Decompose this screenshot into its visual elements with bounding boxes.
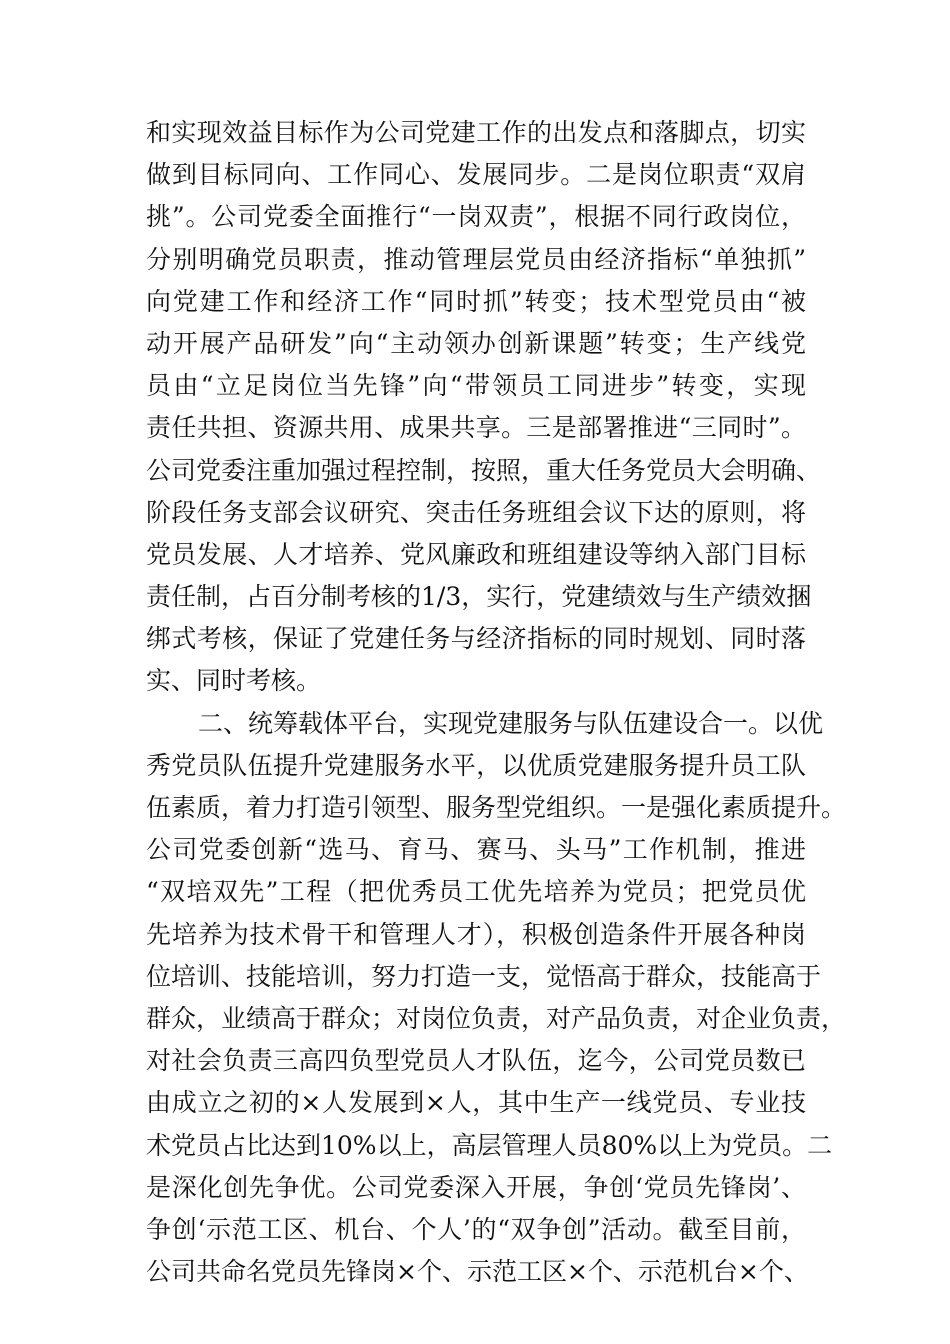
- text-line: 先培养为技术骨干和管理人才），积极创造条件开展各种岗: [146, 919, 806, 949]
- text-line: 责任制，占百分制考核的1/3，实行，党建绩效与生产绩效捆: [146, 582, 812, 612]
- text-line: 分别明确党员职责，推动管理层党员由经济指标“单独抓”: [146, 244, 806, 274]
- text-line: 术党员占比达到10%以上，高层管理人员80%以上为党员。二: [146, 1130, 833, 1160]
- paragraph-end-line: 实、同时考核。: [146, 666, 322, 696]
- text-line: 争创‘示范工区、机台、个人’的“双争创”活动。截至目前，: [146, 1214, 806, 1244]
- text-line: 由成立之初的×人发展到×人，其中生产一线党员、专业技: [146, 1088, 806, 1118]
- text-line: 公司共命名党员先锋岗×个、示范工区×个、示范机台×个、: [146, 1257, 809, 1287]
- text-line: 群众，业绩高于群众；对岗位负责，对产品负责，对企业负责，: [146, 1003, 847, 1033]
- text-line: 秀党员队伍提升党建服务水平，以优质党建服务提升员工队: [146, 750, 806, 780]
- text-line: 公司党委创新“选马、育马、赛马、头马”工作机制，推进: [146, 835, 806, 865]
- text-line: 公司党委注重加强过程控制，按照，重大任务党员大会明确、: [146, 455, 822, 485]
- text-line: 挑”。公司党委全面推行“一岗双责”，根据不同行政岗位，: [146, 202, 806, 232]
- text-line: 党员发展、人才培养、党风廉政和班组建设等纳入部门目标: [146, 539, 806, 569]
- text-line: 是深化创先争优。公司党委深入开展，争创‘党员先锋岗’、: [146, 1172, 806, 1202]
- section-heading-line: 二、统筹载体平台，实现党建服务与队伍建设合一。以优: [198, 708, 824, 738]
- text-line: “双培双先”工程（把优秀员工优先培养为党员；把党员优: [146, 877, 806, 907]
- text-line: 位培训、技能培训，努力打造一支，觉悟高于群众，技能高于: [146, 961, 822, 991]
- text-line: 责任共担、资源共用、成果共享。三是部署推进“三同时”。: [146, 413, 806, 443]
- body-text: [146, 112, 847, 1293]
- text-line: 伍素质，着力打造引领型、服务型党组织。一是强化素质提升。: [146, 793, 847, 822]
- text-line: 阶段任务支部会议研究、突击任务班组会议下达的原则，将: [146, 497, 806, 527]
- text-line: 对社会负责三高四负型党员人才队伍，迄今，公司党员数已: [146, 1046, 806, 1076]
- text-line: 绑式考核，保证了党建任务与经济指标的同时规划、同时落: [146, 624, 806, 654]
- text-line: 做到目标同向、工作同心、发展同步。二是岗位职责“双肩: [146, 160, 806, 190]
- text-line: 动开展产品研发”向“主动领办创新课题”转变；生产线党: [146, 328, 806, 358]
- text-line: 员由“立足岗位当先锋”向“带领员工同进步”转变，实现: [146, 371, 806, 401]
- text-line: 向党建工作和经济工作“同时抓”转变；技术型党员由“被: [146, 286, 806, 316]
- text-line: 和实现效益目标作为公司党建工作的出发点和落脚点，切实: [146, 118, 806, 147]
